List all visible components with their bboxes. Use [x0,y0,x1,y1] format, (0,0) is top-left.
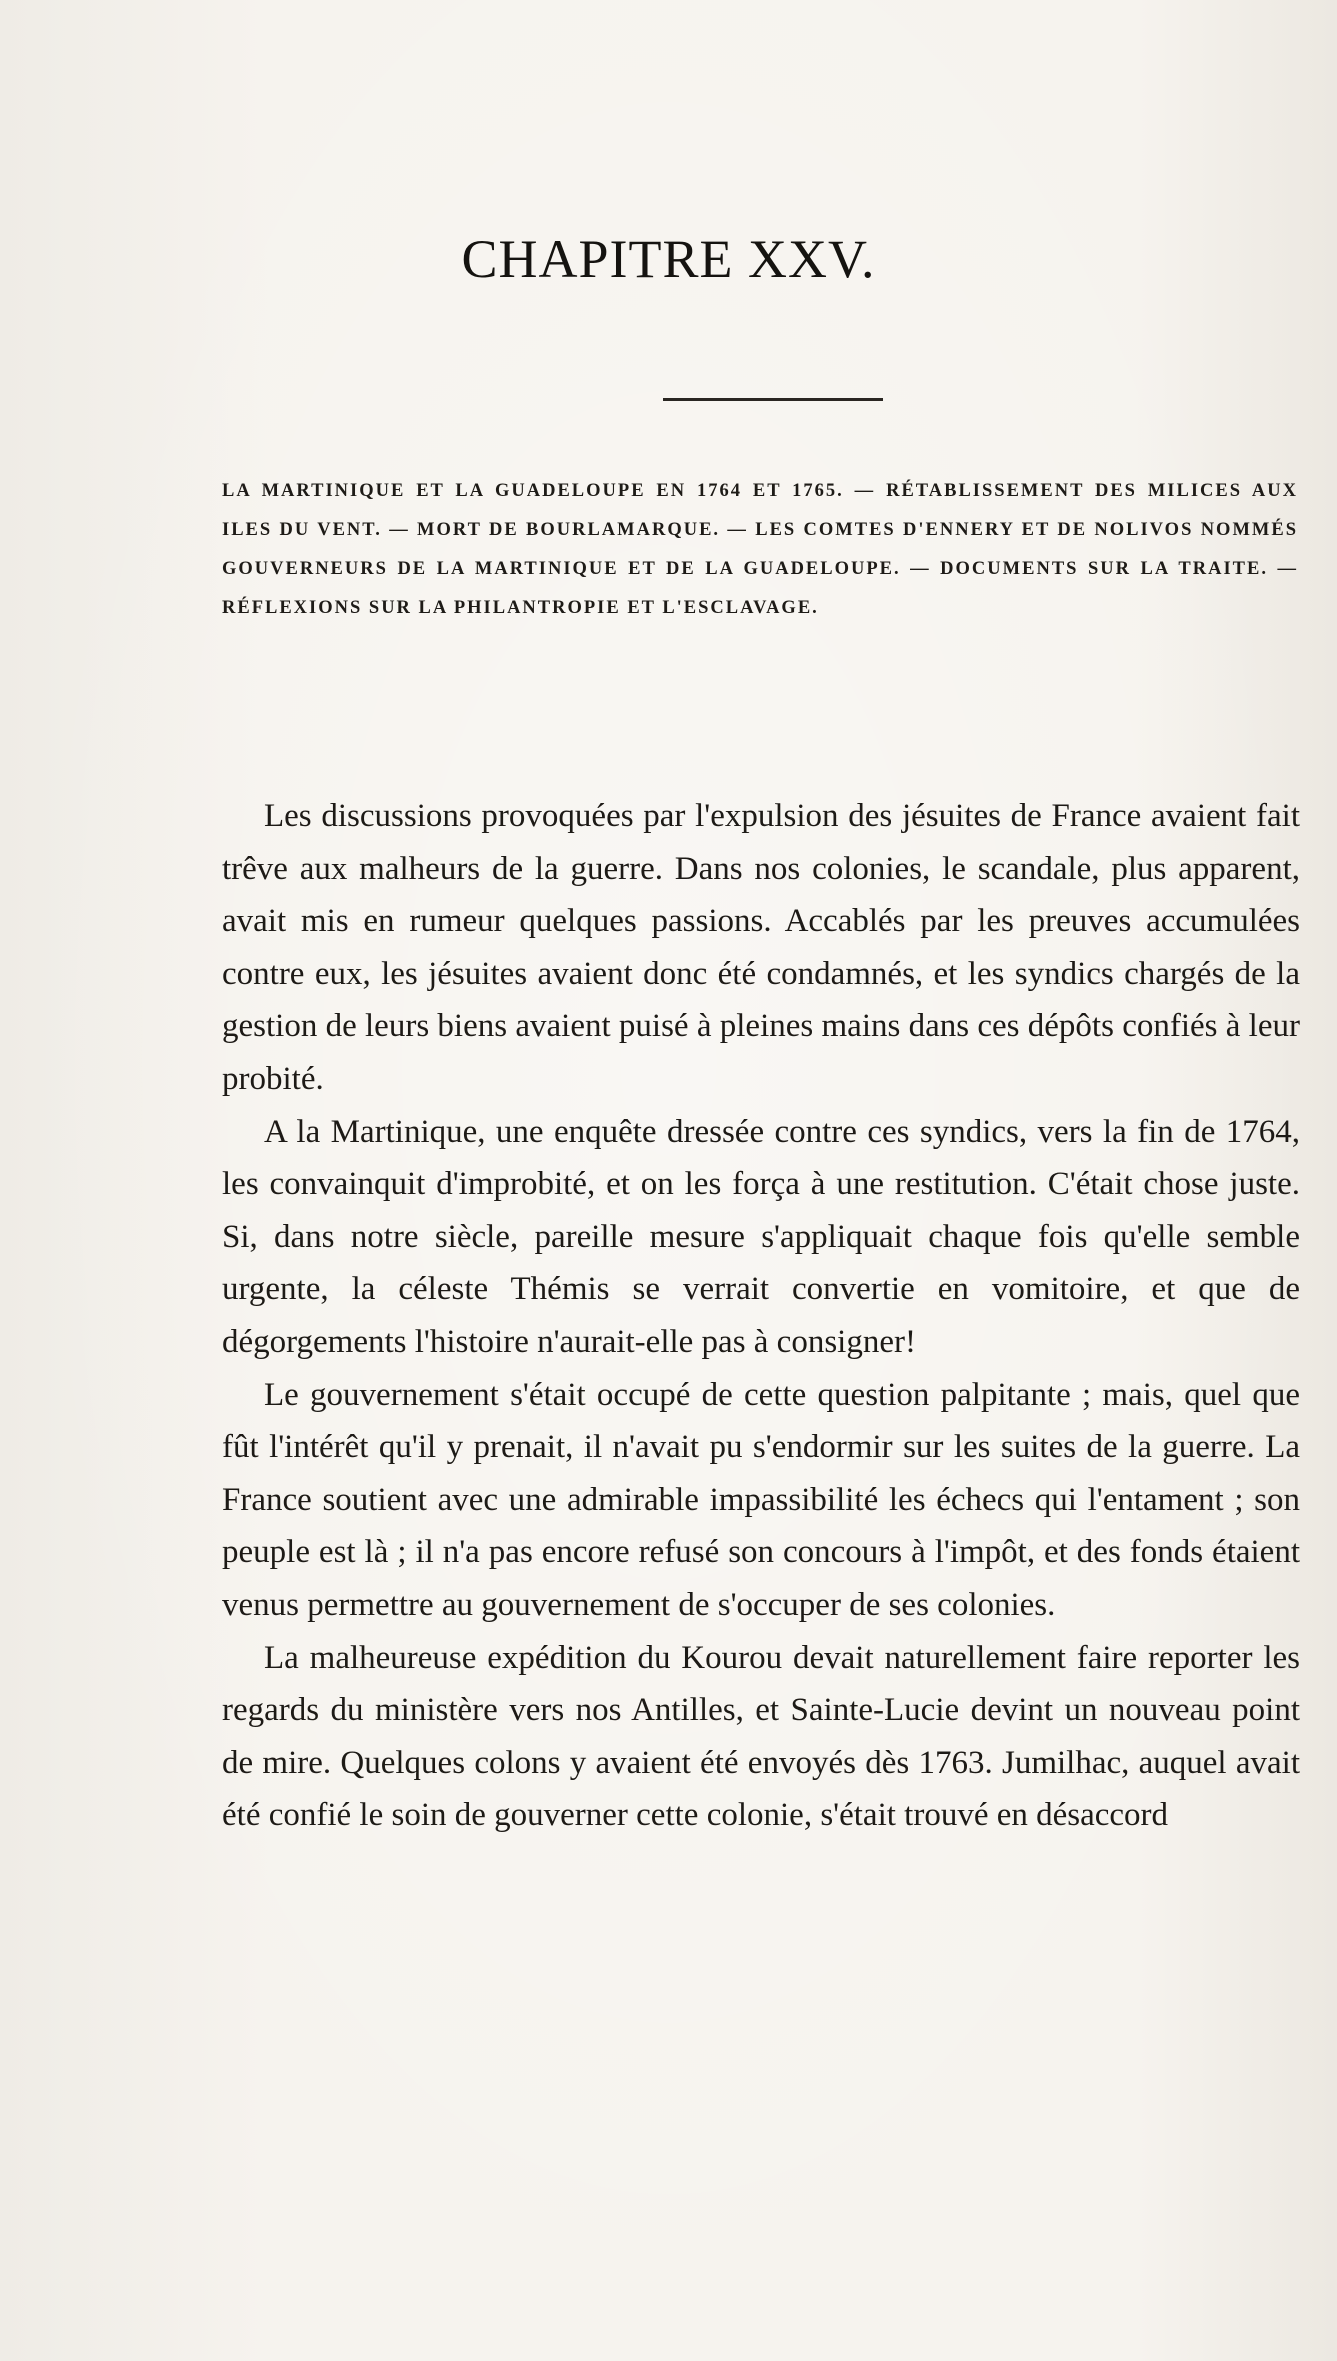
paragraph: A la Martinique, une enquête dressée contre ces syndics, vers la fin de 1764, les convainquit d'improbité, et on les força à une restitution. C'était chose juste. Si, dans notre siècle, pareille mesure s'appliquait chaque fois qu'elle semble urgente, la céleste Thémis se verrait convertie en vomitoire, et que de dégorgements l'histoire n'aurait-elle pas à consigner! [222,1113,1300,1360]
chapter-title: CHAPITRE XXV. [461,229,876,289]
paragraph: Les discussions provoquées par l'expulsion des jésuites de France avaient fait trêve aux malheurs de la guerre. Dans nos colonies, le scandale, plus apparent, avait mis en rumeur quelques passions. Accablés par les preuves accumulées contre eux, les jésuites avaient donc été condamnés, et les syndics chargés de la gestion de leurs biens avaient puisé à pleines mains dans ces dépôts confiés à leur probité. [222,798,1300,1097]
paragraph: La malheureuse expédition du Kourou devait naturellement faire reporter les regards du ministère vers nos Antilles, et Sainte-Lucie devint un nouveau point de mire. Quelques colons y avaient été envoyés dès 1763. Jumilhac, auquel avait été confié le soin de gouverner cette colonie, s'était trouvé en désaccord [222,1639,1300,1834]
paragraph: Le gouvernement s'était occupé de cette question palpitante ; mais, quel que fût l'intérêt qu'il y prenait, il n'avait pu s'endormir sur les suites de la guerre. La France soutient avec une admirable impassibilité les échecs qui l'entament ; son peuple est là ; il n'a pas encore refusé son concours à l'impôt, et des fonds étaient venus permettre au gouvernement de s'occuper de ses colonies. [222,1376,1300,1623]
chapter-summary: LA MARTINIQUE ET LA GUADELOUPE EN 1764 ET 1765. — RÉTABLISSEMENT DES MILICES AUX ILES DU VENT. — MORT DE BOURLAMARQUE. — LES COMTES D'ENNERY ET DE NOLIVOS NOMMÉS GOUVERNEURS DE LA MARTINIQUE ET DE LA GUADELOUPE. — DOCUMENTS SUR LA TRAITE. — RÉFLEXIONS SUR LA PHILANTROPIE ET L'ESCLAVAGE. [222,481,1298,618]
title-rule [663,398,883,401]
body-text [222,790,1300,1842]
